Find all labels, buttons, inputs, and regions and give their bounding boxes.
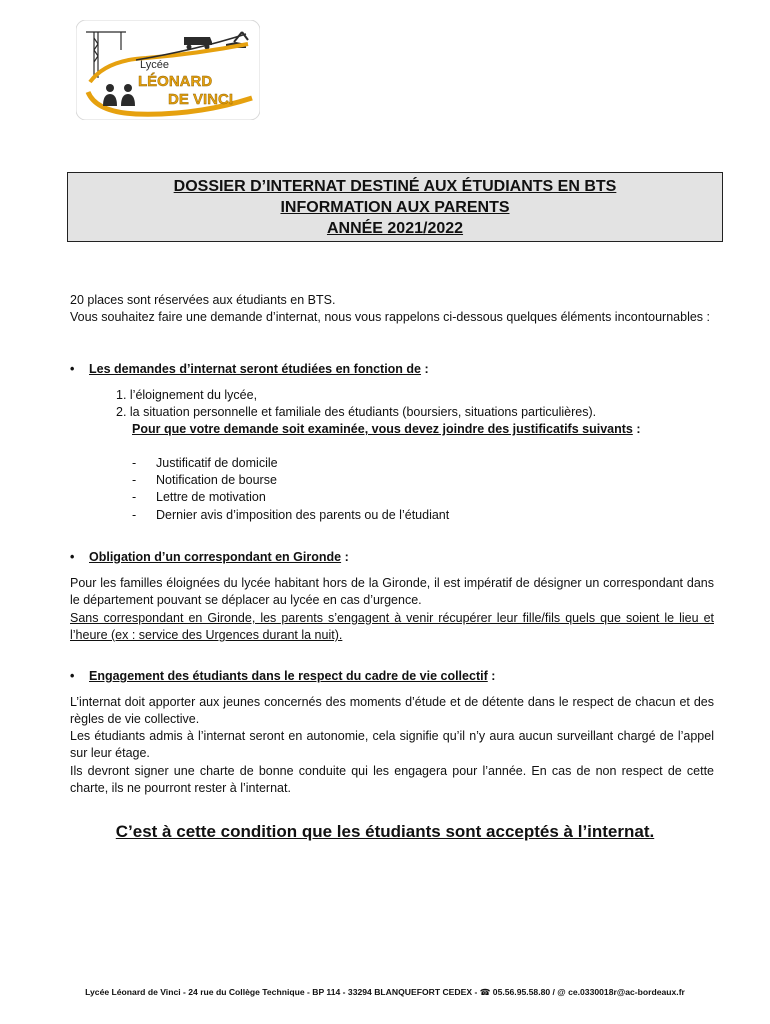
title-line-2: INFORMATION AUX PARENTS: [280, 199, 510, 216]
section-3-colon: :: [487, 669, 496, 683]
criterion-1: 1. l’éloignement du lycée,: [116, 388, 258, 402]
criterion-2: 2. la situation personnelle et familiale des étudiants (boursiers, situations particulières).: [116, 405, 597, 419]
dash-icon: -: [132, 473, 137, 487]
logo-text-lycee: Lycée: [140, 59, 169, 71]
section-3-paragraph-3: Ils devront signer une charte de bonne conduite qui les engagera pour l’année. En cas de non respect de cette charte, ils ne pourront rester à l’internat.: [70, 764, 714, 795]
title-box: [67, 172, 723, 242]
document-label: Notification de bourse: [156, 473, 277, 487]
intro-places: 20 places sont réservées aux étudiants en BTS.: [70, 293, 336, 307]
documents-note-colon: :: [632, 422, 641, 436]
bullet-icon: •: [70, 362, 75, 376]
conclusion: C’est à cette condition que les étudiants sont acceptés à l’internat.: [115, 822, 655, 841]
section-2-paragraph-2: Sans correspondant en Gironde, les parents s’engagent à venir récupérer leur fille/fils quels que soient le lieu et l’heure (ex : service des Urgences durant la nuit).: [70, 611, 714, 642]
dash-icon: -: [132, 456, 137, 470]
title-line-1: DOSSIER D’INTERNAT DESTINÉ AUX ÉTUDIANTS EN BTS: [173, 178, 617, 195]
document-label: Dernier avis d’imposition des parents ou de l’étudiant: [156, 508, 450, 522]
footer: Lycée Léonard de Vinci - 24 rue du Collège Technique - BP 114 - 33294 BLANQUEFORT CEDEX - ☎ 05.56.95.58.80 / @ ce.0330018r@ac-bordeaux.fr: [85, 987, 685, 997]
documents-note-text: Pour que votre demande soit examinée, vous devez joindre des justificatifs suivants: [132, 422, 633, 436]
document-label: Justificatif de domicile: [156, 456, 278, 470]
intro-text: Vous souhaitez faire une demande d’internat, nous vous rappelons ci-dessous quelques éléments incontournables :: [70, 310, 710, 324]
section-3-title: Engagement des étudiants dans le respect du cadre de vie collectif: [89, 669, 488, 683]
section-3-paragraph-1: L’internat doit apporter aux jeunes concernés des moments d’étude et de détente dans le respect de chacun et des règles de vie collective.: [70, 695, 714, 726]
section-1-colon: :: [421, 362, 429, 376]
document-label: Lettre de motivation: [156, 490, 266, 504]
bullet-icon: •: [70, 550, 75, 564]
dash-icon: -: [132, 490, 137, 504]
section-2-paragraph-1: Pour les familles éloignées du lycée habitant hors de la Gironde, il est impératif de désigner un correspondant dans le département pouvant se déplacer au lycée en cas d’urgence.: [70, 576, 714, 607]
logo-text-leonard: LÉONARD: [138, 73, 213, 90]
school-logo: [76, 20, 260, 120]
section-2-colon: :: [341, 550, 349, 564]
bullet-icon: •: [70, 669, 75, 683]
title-line-3: ANNÉE 2021/2022: [326, 220, 464, 237]
section-3-paragraph-2: Les étudiants admis à l’internat seront en autonomie, cela signifie qu’il n’y aura aucun surveillant chargé de l’appel sur leur étage.: [70, 729, 714, 760]
documents-note: [132, 421, 714, 438]
logo-text-de-vinci: DE VINCI: [168, 91, 234, 108]
section-1-title: Les demandes d’internat seront étudiées en fonction de: [89, 362, 422, 376]
section-2-title: Obligation d’un correspondant en Gironde: [89, 550, 342, 564]
dash-icon: -: [132, 508, 137, 522]
